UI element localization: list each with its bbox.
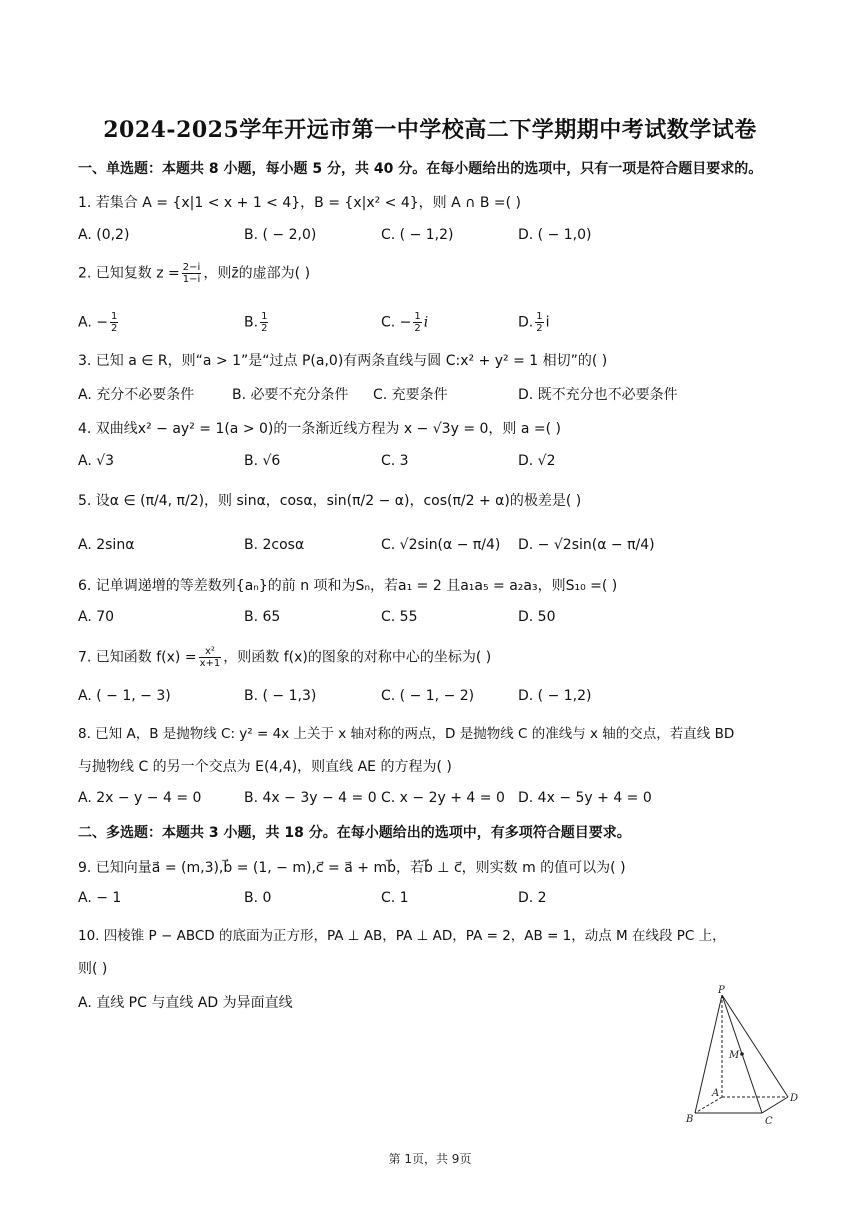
question-1-option-b: B. ( − 2,0) [244,227,317,243]
question-9-stem: 9. 已知向量a⃗ = (m,3),b⃗ = (1, − m),c⃗ = a⃗ + mb⃗，若b⃗ ⊥ c⃗，则实数 m 的值可以为( ) [78,860,626,876]
option-prefix: D. [518,314,534,331]
question-2-option-c [381,311,428,334]
question-1-stem: 1. 若集合 A = {x|1 < x + 1 < 4}，B = {x|x² < 4}，则 A ∩ B =( ) [78,195,522,211]
label-c: C [765,1116,773,1127]
option-prefix: A. − [78,314,108,331]
label-p: P [718,985,725,996]
question-10-stem-line-1: 10. 四棱锥 P − ABCD 的底面为正方形，PA ⊥ AB，PA ⊥ AD，PA = 2，AB = 1，动点 M 在线段 PC 上， [78,928,726,944]
option-suffix: i [423,314,429,331]
question-2-option-a [78,311,120,334]
half-fraction [535,311,543,334]
question-1-option-c: C. ( − 1,2) [381,227,454,243]
question-6-stem: 6. 记单调递增的等差数列{aₙ}的前 n 项和为Sₙ，若a₁ = 2 且a₁a₅ = a₂a₃，则S₁₀ =( ) [78,578,618,594]
fraction-numerator: 1 [110,311,118,322]
question-4-option-c: C. 3 [381,453,409,469]
question-9-option-d: D. 2 [518,890,547,906]
question-7-stem [78,646,491,669]
question-4-option-d: D. √2 [518,453,556,469]
fraction-numerator: 1 [536,311,543,322]
question-2-stem-suffix: ，则z̄的虚部为( ) [203,265,311,282]
edge-ab-hidden [695,1097,722,1113]
question-4-option-b: B. √6 [244,453,281,469]
question-8-option-a: A. 2x − y − 4 = 0 [78,790,202,806]
half-fraction [260,311,268,334]
fraction-denominator: 2 [110,323,118,334]
question-4-stem: 4. 双曲线x² − ay² = 1(a > 0)的一条渐近线方程为 x − √3y = 0，则 a =( ) [78,421,561,437]
question-9-option-b: B. 0 [244,890,272,906]
edge-cd [762,1097,788,1113]
question-9-option-c: C. 1 [381,890,409,906]
question-7-stem-prefix: 7. 已知函数 f(x) = [78,649,197,666]
question-5-stem: 5. 设α ∈ (π/4, π/2)，则 sinα，cosα，sin(π/2 − α)，cos(π/2 + α)的极差是( ) [78,493,582,509]
fraction-denominator: x+1 [199,658,221,669]
question-7-fraction [199,646,222,669]
question-3-stem: 3. 已知 a ∈ R，则“a > 1”是“过点 P(a,0)有两条直线与圆 C:x² + y² = 1 相切”的( ) [78,353,608,369]
question-6-option-a: A. 70 [78,609,115,625]
question-10-option-a: A. 直线 PC 与直线 AD 为异面直线 [78,995,293,1011]
edge-pd [722,995,788,1097]
label-a: A [712,1088,720,1099]
label-b: B [686,1114,694,1125]
question-2-fraction [182,262,202,285]
fraction-denominator: 2 [414,323,421,334]
question-6-option-b: B. 65 [244,609,281,625]
question-5-option-a: A. 2sinα [78,537,135,553]
fraction-denominator: 2 [261,323,268,334]
question-2-option-d [518,311,550,334]
section-heading-single-choice: 一、单选题：本题共 8 小题，每小题 5 分，共 40 分。在每小题给出的选项中，只有一项是符合题目要求的。 [78,161,763,177]
half-fraction [110,311,118,334]
question-8-option-b: B. 4x − 3y − 4 = 0 [244,790,377,806]
option-prefix: B. [244,314,259,331]
fraction-numerator: 2−i [182,262,201,273]
question-6-option-c: C. 55 [381,609,418,625]
fraction-numerator: x² [199,646,222,658]
question-8-option-d: D. 4x − 5y + 4 = 0 [518,790,652,806]
question-8-stem-line-1: 8. 已知 A，B 是抛物线 C: y² = 4x 上关于 x 轴对称的两点，D 是抛物线 C 的准线与 x 轴的交点，若直线 BD [78,726,735,742]
option-prefix: C. − [381,314,412,331]
pyramid-figure [680,985,810,1130]
fraction-numerator: 1 [414,311,421,322]
question-2-stem [78,262,310,285]
question-3-option-c: C. 充要条件 [373,387,448,403]
question-7-option-d: D. ( − 1,2) [518,688,592,704]
question-7-option-b: B. ( − 1,3) [244,688,317,704]
question-2-stem-prefix: 2. 已知复数 z = [78,265,180,282]
question-1-option-a: A. (0,2) [78,227,130,243]
question-2-option-b [244,311,270,334]
option-suffix: i [545,314,550,331]
page-footer: 第 1页，共 9页 [388,1152,472,1166]
question-9-option-a: A. − 1 [78,890,122,906]
question-8-option-c: C. x − 2y + 4 = 0 [381,790,505,806]
point-m [740,1052,744,1056]
question-10-stem-line-2: 则( ) [78,961,108,977]
question-5-option-d: D. − √2sin(α − π/4) [518,537,655,553]
page-title: 2024-2025学年开远市第一中学校高二下学期期中考试数学试卷 [103,117,757,143]
question-7-option-a: A. ( − 1, − 3) [78,688,171,704]
question-8-stem-line-2: 与抛物线 C 的另一个交点为 E(4,4)，则直线 AE 的方程为( ) [78,759,452,775]
label-m: M [729,1050,740,1061]
question-4-option-a: A. √3 [78,453,115,469]
question-5-option-b: B. 2cosα [244,537,305,553]
question-7-option-c: C. ( − 1, − 2) [381,688,475,704]
question-3-option-a: A. 充分不必要条件 [78,387,195,403]
fraction-numerator: 1 [261,311,268,322]
question-6-option-d: D. 50 [518,609,556,625]
question-5-option-c: C. √2sin(α − π/4) [381,537,501,553]
fraction-denominator: 2 [536,323,543,334]
half-fraction [413,311,421,334]
question-1-option-d: D. ( − 1,0) [518,227,592,243]
section-heading-multiple-choice: 二、多选题：本题共 3 小题，共 18 分。在每小题给出的选项中，有多项符合题目要求。 [78,825,631,841]
question-3-option-d: D. 既不充分也不必要条件 [518,387,678,403]
question-3-option-b: B. 必要不充分条件 [232,387,349,403]
label-d: D [790,1093,799,1104]
question-7-stem-suffix: ，则函数 f(x)的图象的对称中心的坐标为( ) [223,649,492,666]
fraction-denominator: 1−i [182,274,201,285]
